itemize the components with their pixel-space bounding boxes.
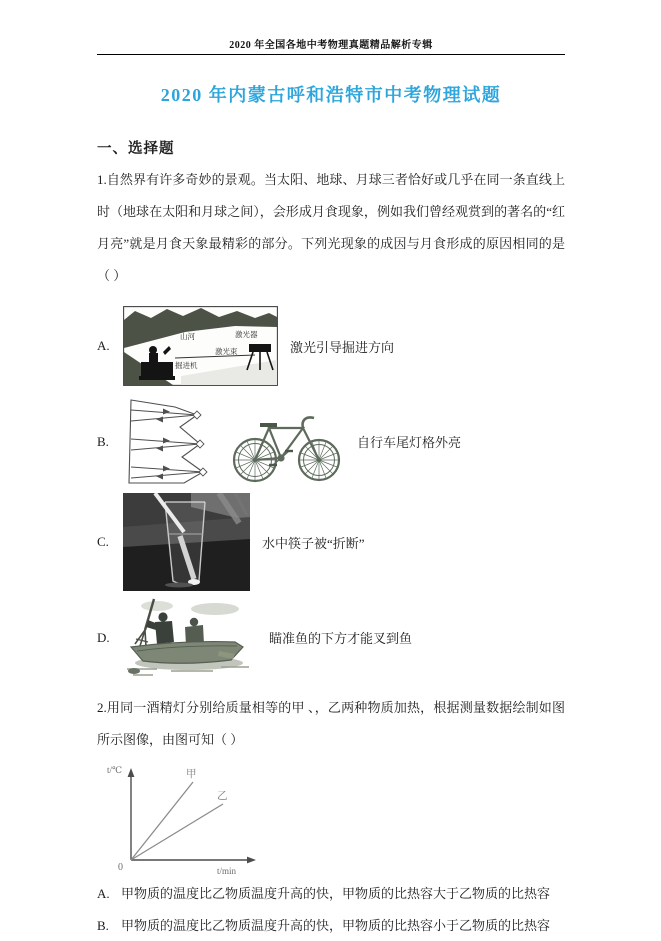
tunnel-laser-illustration bbox=[123, 306, 278, 386]
q2-option-a-label: A. bbox=[97, 886, 110, 901]
q2-graph bbox=[101, 762, 565, 877]
option-b-label: B. bbox=[97, 433, 109, 449]
q2-option-b bbox=[97, 911, 565, 941]
chart-series-yi-label: 乙 bbox=[217, 791, 228, 802]
spear-fishing-illustration bbox=[123, 597, 257, 678]
q2-option-b-text: 甲物质的温度比乙物质温度升高的快，甲物质的比热容小于乙物质的比热容 bbox=[121, 918, 551, 933]
series-title: 2020 年全国各地中考物理真题精品解析专辑 bbox=[229, 40, 433, 51]
option-b-caption: 自行车尾灯格外亮 bbox=[357, 435, 462, 450]
tunnel-label-device: 激光器 bbox=[235, 330, 258, 339]
q2-option-b-label: B. bbox=[97, 918, 109, 933]
question-2-text: 2.用同一酒精灯分别给质量相等的甲 、，乙两种物质加热，根据测量数据绘制如图所示图像，由图可知（ ） bbox=[97, 700, 565, 747]
chart-y-axis-label: t/℃ bbox=[107, 765, 123, 775]
option-c-caption: 水中筷子被“折断” bbox=[262, 535, 365, 551]
q2-option-a bbox=[97, 879, 565, 909]
chart-origin-label: 0 bbox=[118, 862, 123, 873]
tunnel-label-machine: 掘进机 bbox=[175, 361, 198, 370]
option-a-caption: 激光引导掘进方向 bbox=[290, 339, 395, 355]
tunnel-label-mountain: 山河 bbox=[180, 332, 195, 341]
temperature-time-chart bbox=[101, 762, 266, 877]
option-d-label: D. bbox=[97, 629, 110, 645]
option-a-label: A. bbox=[97, 338, 110, 353]
bicycle-reflector-illustration bbox=[123, 394, 345, 489]
q1-option-d bbox=[97, 597, 565, 678]
q2-option-a-text: 甲物质的温度比乙物质温度升高的快，甲物质的比热容大于乙物质的比热容 bbox=[121, 886, 551, 901]
option-d-caption: 瞄准鱼的下方才能叉到鱼 bbox=[269, 631, 413, 646]
page-header bbox=[97, 36, 565, 55]
tunnel-label-beam: 激光束 bbox=[215, 347, 238, 356]
chopstick-in-water-photo bbox=[123, 493, 250, 591]
section-heading: 一、选择题 bbox=[97, 141, 175, 157]
question-1-text: 1.自然界有许多奇妙的景观。当太阳、地球、月球三者恰好或几乎在同一条直线上时（地球在太阳和月球之间），会形成月食现象，例如我们曾经观赏到的著名的“红月亮”就是月食天象最精彩的部分。下列光现象的成因与月食形成的原因相同的是（ ） bbox=[97, 172, 565, 283]
option-c-label: C. bbox=[97, 534, 109, 549]
header-divider bbox=[97, 54, 565, 55]
q1-option-c bbox=[97, 493, 565, 591]
q1-option-a bbox=[97, 306, 565, 386]
chart-x-axis-label: t/min bbox=[217, 866, 237, 876]
page-title: 2020 年内蒙古呼和浩特市中考物理试题 bbox=[160, 85, 502, 105]
q1-option-b bbox=[97, 394, 565, 489]
chart-series-jia-label: 甲 bbox=[186, 769, 197, 780]
